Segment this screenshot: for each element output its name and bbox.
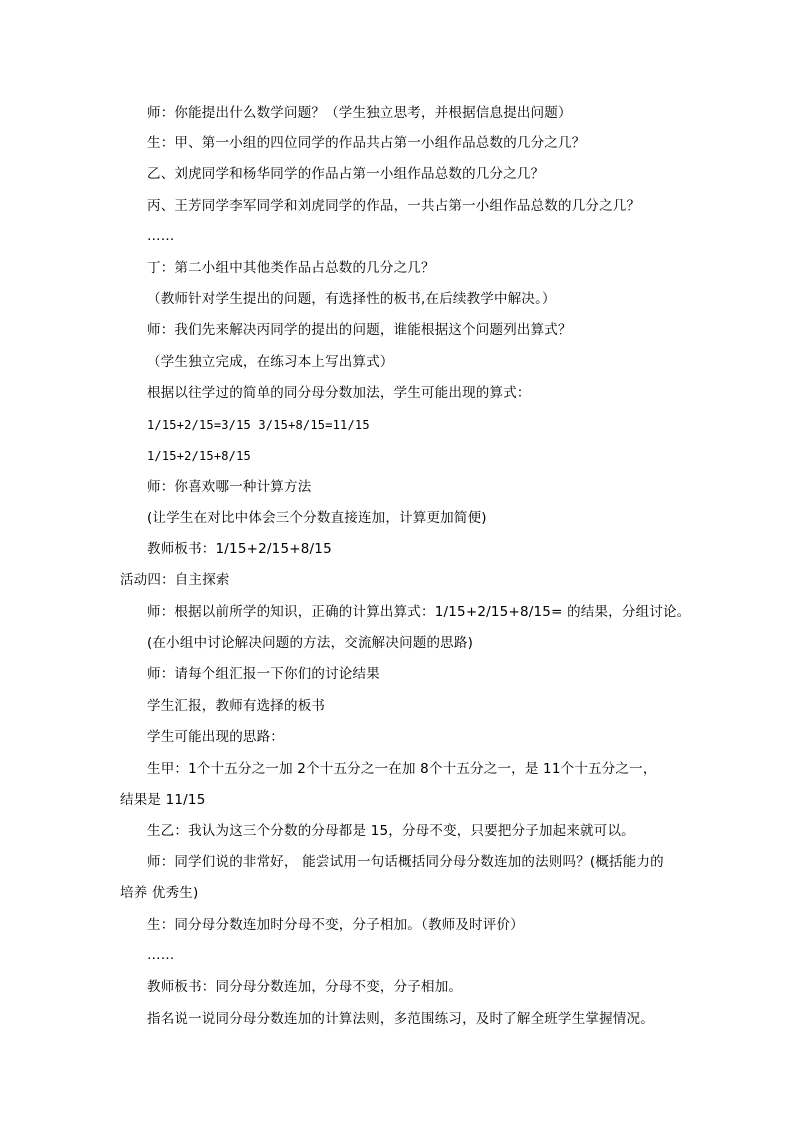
paragraph-line: 乙、刘虎同学和杨华同学的作品占第一小组作品总数的几分之几？ [147, 166, 545, 182]
paragraph-line: 师：根据以前所学的知识，正确的计算出算式：1/15+2/15+8/15= 的结果，分组讨论。 [147, 604, 691, 620]
paragraph-line: （教师针对学生提出的问题，有选择性的板书,在后续教学中解决。） [147, 291, 556, 307]
paragraph-line: 师：同学们说的非常好， 能尝试用一句话概括同分母分数连加的法则吗？(概括能力的 [147, 854, 664, 870]
formula-line: 1/15+2/15+8/15 [147, 449, 251, 463]
paragraph-continuation: 结果是 11/15 [120, 792, 206, 808]
paragraph-line: 教师板书：1/15+2/15+8/15 [147, 541, 332, 557]
paragraph-line: 师：我们先来解决丙同学的提出的问题，谁能根据这个问题列出算式？ [147, 322, 572, 338]
paragraph-line: 师：请每个组汇报一下你们的讨论结果 [147, 666, 380, 682]
paragraph-line: (让学生在对比中体会三个分数直接连加，计算更加简便) [147, 510, 487, 526]
paragraph-line: 生：同分母分数连加时分母不变，分子相加。（教师及时评价） [147, 917, 524, 933]
paragraph-line: 教师板书：同分母分数连加，分母不变，分子相加。 [147, 979, 463, 995]
paragraph-line: 师：你能提出什么数学问题？（学生独立思考，并根据信息提出问题） [147, 105, 572, 121]
paragraph-line: 学生汇报，教师有选择的板书 [147, 698, 326, 714]
paragraph-line: （学生独立完成，在练习本上写出算式） [147, 354, 394, 370]
paragraph-line: 师：你喜欢哪一种计算方法 [147, 479, 312, 495]
paragraph-line: (在小组中讨论解决问题的方法，交流解决问题的思路) [147, 635, 474, 651]
section-heading: 活动四：自主探索 [120, 572, 230, 588]
ellipsis-line: …… [147, 228, 175, 244]
paragraph-line: 生甲：1个十五分之一加 2个十五分之一在加 8个十五分之一，是 11个十五分之一， [147, 761, 657, 777]
paragraph-line: 根据以往学过的简单的同分母分数加法，学生可能出现的算式： [147, 385, 531, 401]
paragraph-line: 丙、王芳同学李军同学和刘虎同学的作品，一共占第一小组作品总数的几分之几？ [147, 198, 641, 214]
formula-line: 1/15+2/15=3/15 3/15+8/15=11/15 [147, 418, 370, 432]
paragraph-line: 生：甲、第一小组的四位同学的作品共占第一小组作品总数的几分之几？ [147, 135, 586, 151]
ellipsis-line: …… [147, 947, 175, 963]
paragraph-line: 指名说一说同分母分数连加的计算法则，多范围练习，及时了解全班学生掌握情况。 [147, 1011, 654, 1027]
paragraph-continuation: 培养 优秀生) [120, 885, 199, 901]
paragraph-line: 学生可能出现的思路： [147, 729, 284, 745]
paragraph-line: 丁：第二小组中其他类作品占总数的几分之几？ [147, 260, 435, 276]
paragraph-line: 生乙：我认为这三个分数的分母都是 15，分母不变，只要把分子加起来就可以。 [147, 823, 635, 839]
